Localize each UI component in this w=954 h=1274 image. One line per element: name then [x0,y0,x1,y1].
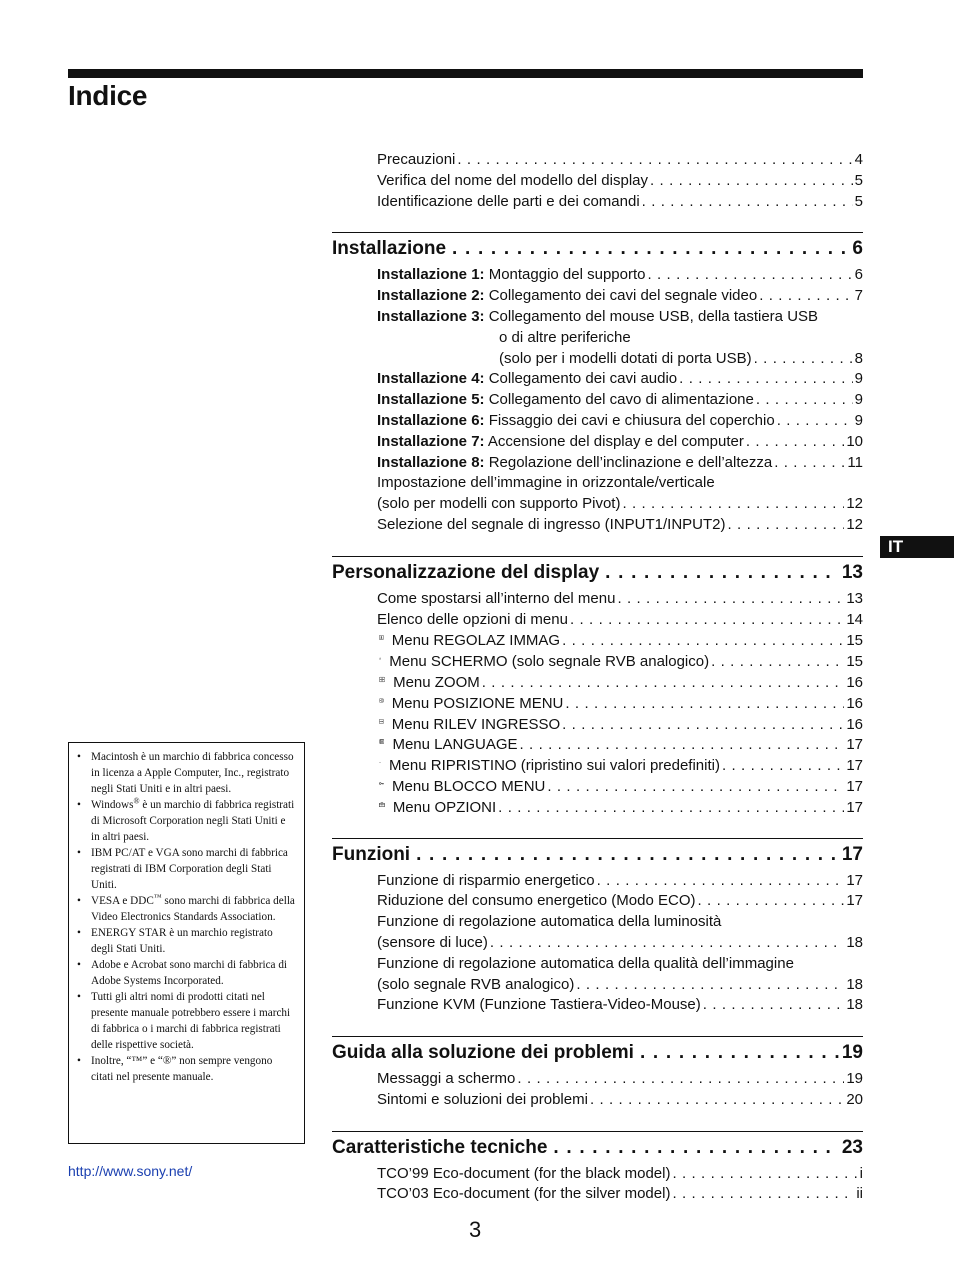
toc-entry-menu-opzioni[interactable]: Menu OPZIONI . . . 17 [332,797,863,818]
section-funzioni [332,838,863,1017]
note-item: • Macintosh è un marchio di fabbrica concesso in licenza a Apple Computer, Inc., registrato negli Stati Uniti e in altri paesi. [77,749,296,797]
toc-entry-menu-posizione[interactable]: Menu POSIZIONE MENU . . . 16 [332,693,863,714]
section-guida [332,1036,863,1111]
toc-entry-installazione-3[interactable]: Installazione 3: Collegamento del mouse USB, della tastiera USB [377,307,819,325]
toc-entry-menu-rilev-ingresso[interactable]: Menu RILEV INGRESSO . . . 16 [332,714,863,735]
page-number: 3 [469,1217,482,1242]
section-caratteristiche [332,1131,863,1206]
trademark-notes [68,742,305,1144]
toc-entry-installazione-8[interactable]: Installazione 8: Regolazione dell’inclinazione e dell’altezza . . . 11 [332,453,863,474]
section-heading-caratteristiche[interactable]: Caratteristiche tecniche . . . 23 [332,1131,863,1164]
section-heading-installazione[interactable]: Installazione . . . 6 [332,232,863,265]
top-rule [68,69,863,78]
screen-icon [379,651,381,666]
toc-entry-tco99[interactable]: TCO’99 Eco-document (for the black model) . . . i [332,1164,863,1185]
section-heading-funzioni[interactable]: Funzioni . . . 17 [332,838,863,871]
toc-entry-tco03[interactable]: TCO’03 Eco-document (for the silver model) . . . ii [332,1184,863,1205]
input-sensing-icon [379,714,384,729]
toc-entry-come-spostarsi[interactable]: Come spostarsi all’interno del menu . . . 13 [332,589,863,610]
key-icon [379,776,384,791]
toc-entry-risparmio-energetico[interactable]: Funzione di risparmio energetico . . . 17 [332,871,863,892]
toc-entry-messaggi-schermo[interactable]: Messaggi a schermo . . . 19 [332,1069,863,1090]
note-item: • Windows® è un marchio di fabbrica registrati di Microsoft Corporation negli Stati Uniti e in altri paesi. [77,797,296,845]
note-item: • IBM PC/AT e VGA sono marchi di fabbrica registrati di IBM Corporation degli Stati Uniti. [77,845,296,893]
toc-entry-menu-ripristino[interactable]: Menu RIPRISTINO (ripristino sui valori predefiniti) . . . 17 [332,755,863,776]
toc-entry-luminosita-end[interactable]: (sensore di luce) . . . 18 [332,933,863,954]
note-item: • VESA e DDC™ sono marchi di fabbrica della Video Electronics Standards Association. [77,893,296,925]
toc-entry-installazione-1[interactable]: Installazione 1: Montaggio del supporto . . . 6 [332,265,863,286]
note-item: • Inoltre, “™” e “®” non sempre vengono citati nel presente manuale. [77,1053,296,1085]
toc-entry-menu-regolaz-immag[interactable]: Menu REGOLAZ IMMAG . . . 15 [332,630,863,651]
toc-entry-luminosita[interactable]: Funzione di regolazione automatica della luminosità [377,913,722,931]
section-heading-personalizzazione[interactable]: Personalizzazione del display . . . 13 [332,556,863,589]
toc-entry-installazione-7[interactable]: Installazione 7: Accensione del display e del computer . . . 10 [332,432,863,453]
intro-entries [332,150,863,212]
toc-entry-qualita-immagine-end[interactable]: (solo segnale RVB analogico) . . . 18 [332,975,863,996]
sony-url-link[interactable]: http://www.sony.net/ [68,1163,193,1179]
toc-entry-menu-schermo[interactable]: Menu SCHERMO (solo segnale RVB analogico) . . . 15 [332,651,863,672]
toc-entry-elenco-opzioni[interactable]: Elenco delle opzioni di menu . . . 14 [332,610,863,631]
toc-entry-modo-eco[interactable]: Riduzione del consumo energetico (Modo ECO) . . . 17 [332,891,863,912]
toc-entry-identificazione-parti[interactable]: Identificazione delle parti e dei comandi . . . 5 [332,192,863,213]
note-item: • Tutti gli altri nomi di prodotti citati nel presente manuale potrebbero essere i marchi di fabbrica o i marchi di fabbrica registrati delle rispettive società. [77,989,296,1053]
note-item: • Adobe e Acrobat sono marchi di fabbrica di Adobe Systems Incorporated. [77,957,296,989]
toc-entry-menu-language[interactable]: Menu LANGUAGE . . . 17 [332,734,863,755]
toc-entry-installazione-6[interactable]: Installazione 6: Fissaggio dei cavi e chiusura del coperchio . . . 9 [332,411,863,432]
toc-entry-installazione-4[interactable]: Installazione 4: Collegamento dei cavi audio . . . 9 [332,369,863,390]
toc-entry-installazione-2[interactable]: Installazione 2: Collegamento dei cavi del segnale video . . . 7 [332,286,863,307]
zoom-icon [379,672,385,687]
toc-entry-input-select[interactable]: Selezione del segnale di ingresso (INPUT1/INPUT2) . . . 12 [332,515,863,536]
section-personalizzazione [332,556,863,818]
language-icon [379,734,384,749]
toolbox-icon [379,797,385,812]
section-heading-guida[interactable]: Guida alla soluzione dei problemi . . . 19 [332,1036,863,1069]
table-of-contents [332,150,863,1205]
section-installazione [332,232,863,535]
picture-adjust-icon [379,630,384,645]
toc-entry-precauzioni[interactable]: Precauzioni . . . 4 [332,150,863,171]
toc-entry-installazione-3-cont: o di altre periferiche [499,328,631,346]
toc-entry-qualita-immagine[interactable]: Funzione di regolazione automatica della qualità dell’immagine [377,954,794,972]
toc-entry-pivot-end[interactable]: (solo per modelli con supporto Pivot) . . . 12 [332,494,863,515]
toc-entry-menu-zoom[interactable]: Menu ZOOM . . . 16 [332,672,863,693]
note-item: • ENERGY STAR è un marchio registrato degli Stati Uniti. [77,925,296,957]
toc-entry-sintomi-soluzioni[interactable]: Sintomi e soluzioni dei problemi . . . 20 [332,1090,863,1111]
page-title: Indice [68,80,148,111]
toc-entry-installazione-5[interactable]: Installazione 5: Collegamento del cavo di alimentazione . . . 9 [332,390,863,411]
toc-entry-installazione-3-end[interactable]: (solo per i modelli dotati di porta USB) . . . 8 [332,349,863,370]
toc-entry-menu-blocco[interactable]: Menu BLOCCO MENU . . . 17 [332,776,863,797]
language-tab: IT [880,536,954,558]
reset-icon [379,755,381,770]
toc-entry-verifica-modello[interactable]: Verifica del nome del modello del display . . . 5 [332,171,863,192]
toc-entry-kvm[interactable]: Funzione KVM (Funzione Tastiera-Video-Mouse) . . . 18 [332,995,863,1016]
toc-entry-pivot[interactable]: Impostazione dell’immagine in orizzontale/verticale [377,474,715,492]
position-icon [379,693,384,708]
